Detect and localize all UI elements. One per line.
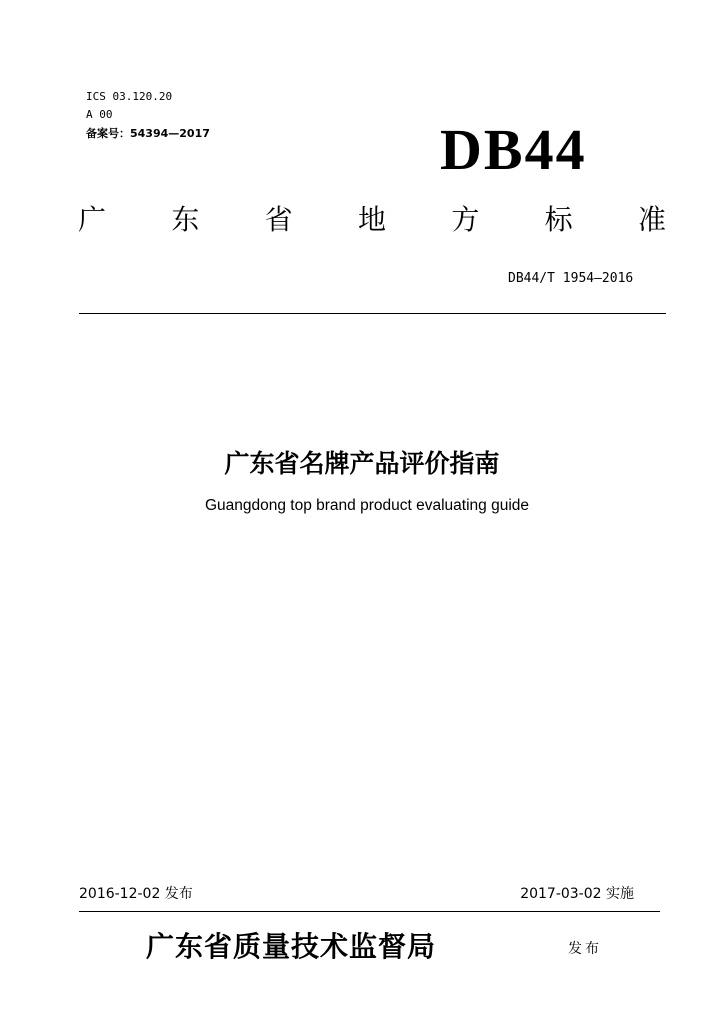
document-title-english: Guangdong top brand product evaluating guide xyxy=(204,497,530,514)
standard-type-char: 省 xyxy=(264,203,293,236)
standard-number: DB44/T 1954—2016 xyxy=(508,271,634,286)
issue-date: 2016-12-02 发布 xyxy=(79,886,193,902)
document-title-chinese: 广东省名牌产品评价指南 xyxy=(224,449,500,478)
standard-type-char: 东 xyxy=(171,203,200,236)
issue-label: 发布 xyxy=(568,941,602,957)
filing-number: 备案号：54394—2017 xyxy=(86,127,210,140)
issuing-authority: 广东省质量技术监督局 xyxy=(146,930,437,963)
ics-code: ICS 03.120.20 xyxy=(86,90,173,103)
standard-type-char: 准 xyxy=(637,203,666,236)
bottom-divider xyxy=(79,911,660,912)
standard-code: DB44 xyxy=(440,117,587,182)
standard-type-char: 地 xyxy=(357,203,386,236)
standard-type-char: 方 xyxy=(451,203,480,236)
standard-type xyxy=(78,198,666,242)
top-divider xyxy=(79,313,666,314)
clc-code: A 00 xyxy=(86,108,113,121)
implementation-date: 2017-03-02 实施 xyxy=(520,886,634,902)
standard-type-char: 广 xyxy=(78,203,107,236)
standard-type-char: 标 xyxy=(544,203,573,236)
